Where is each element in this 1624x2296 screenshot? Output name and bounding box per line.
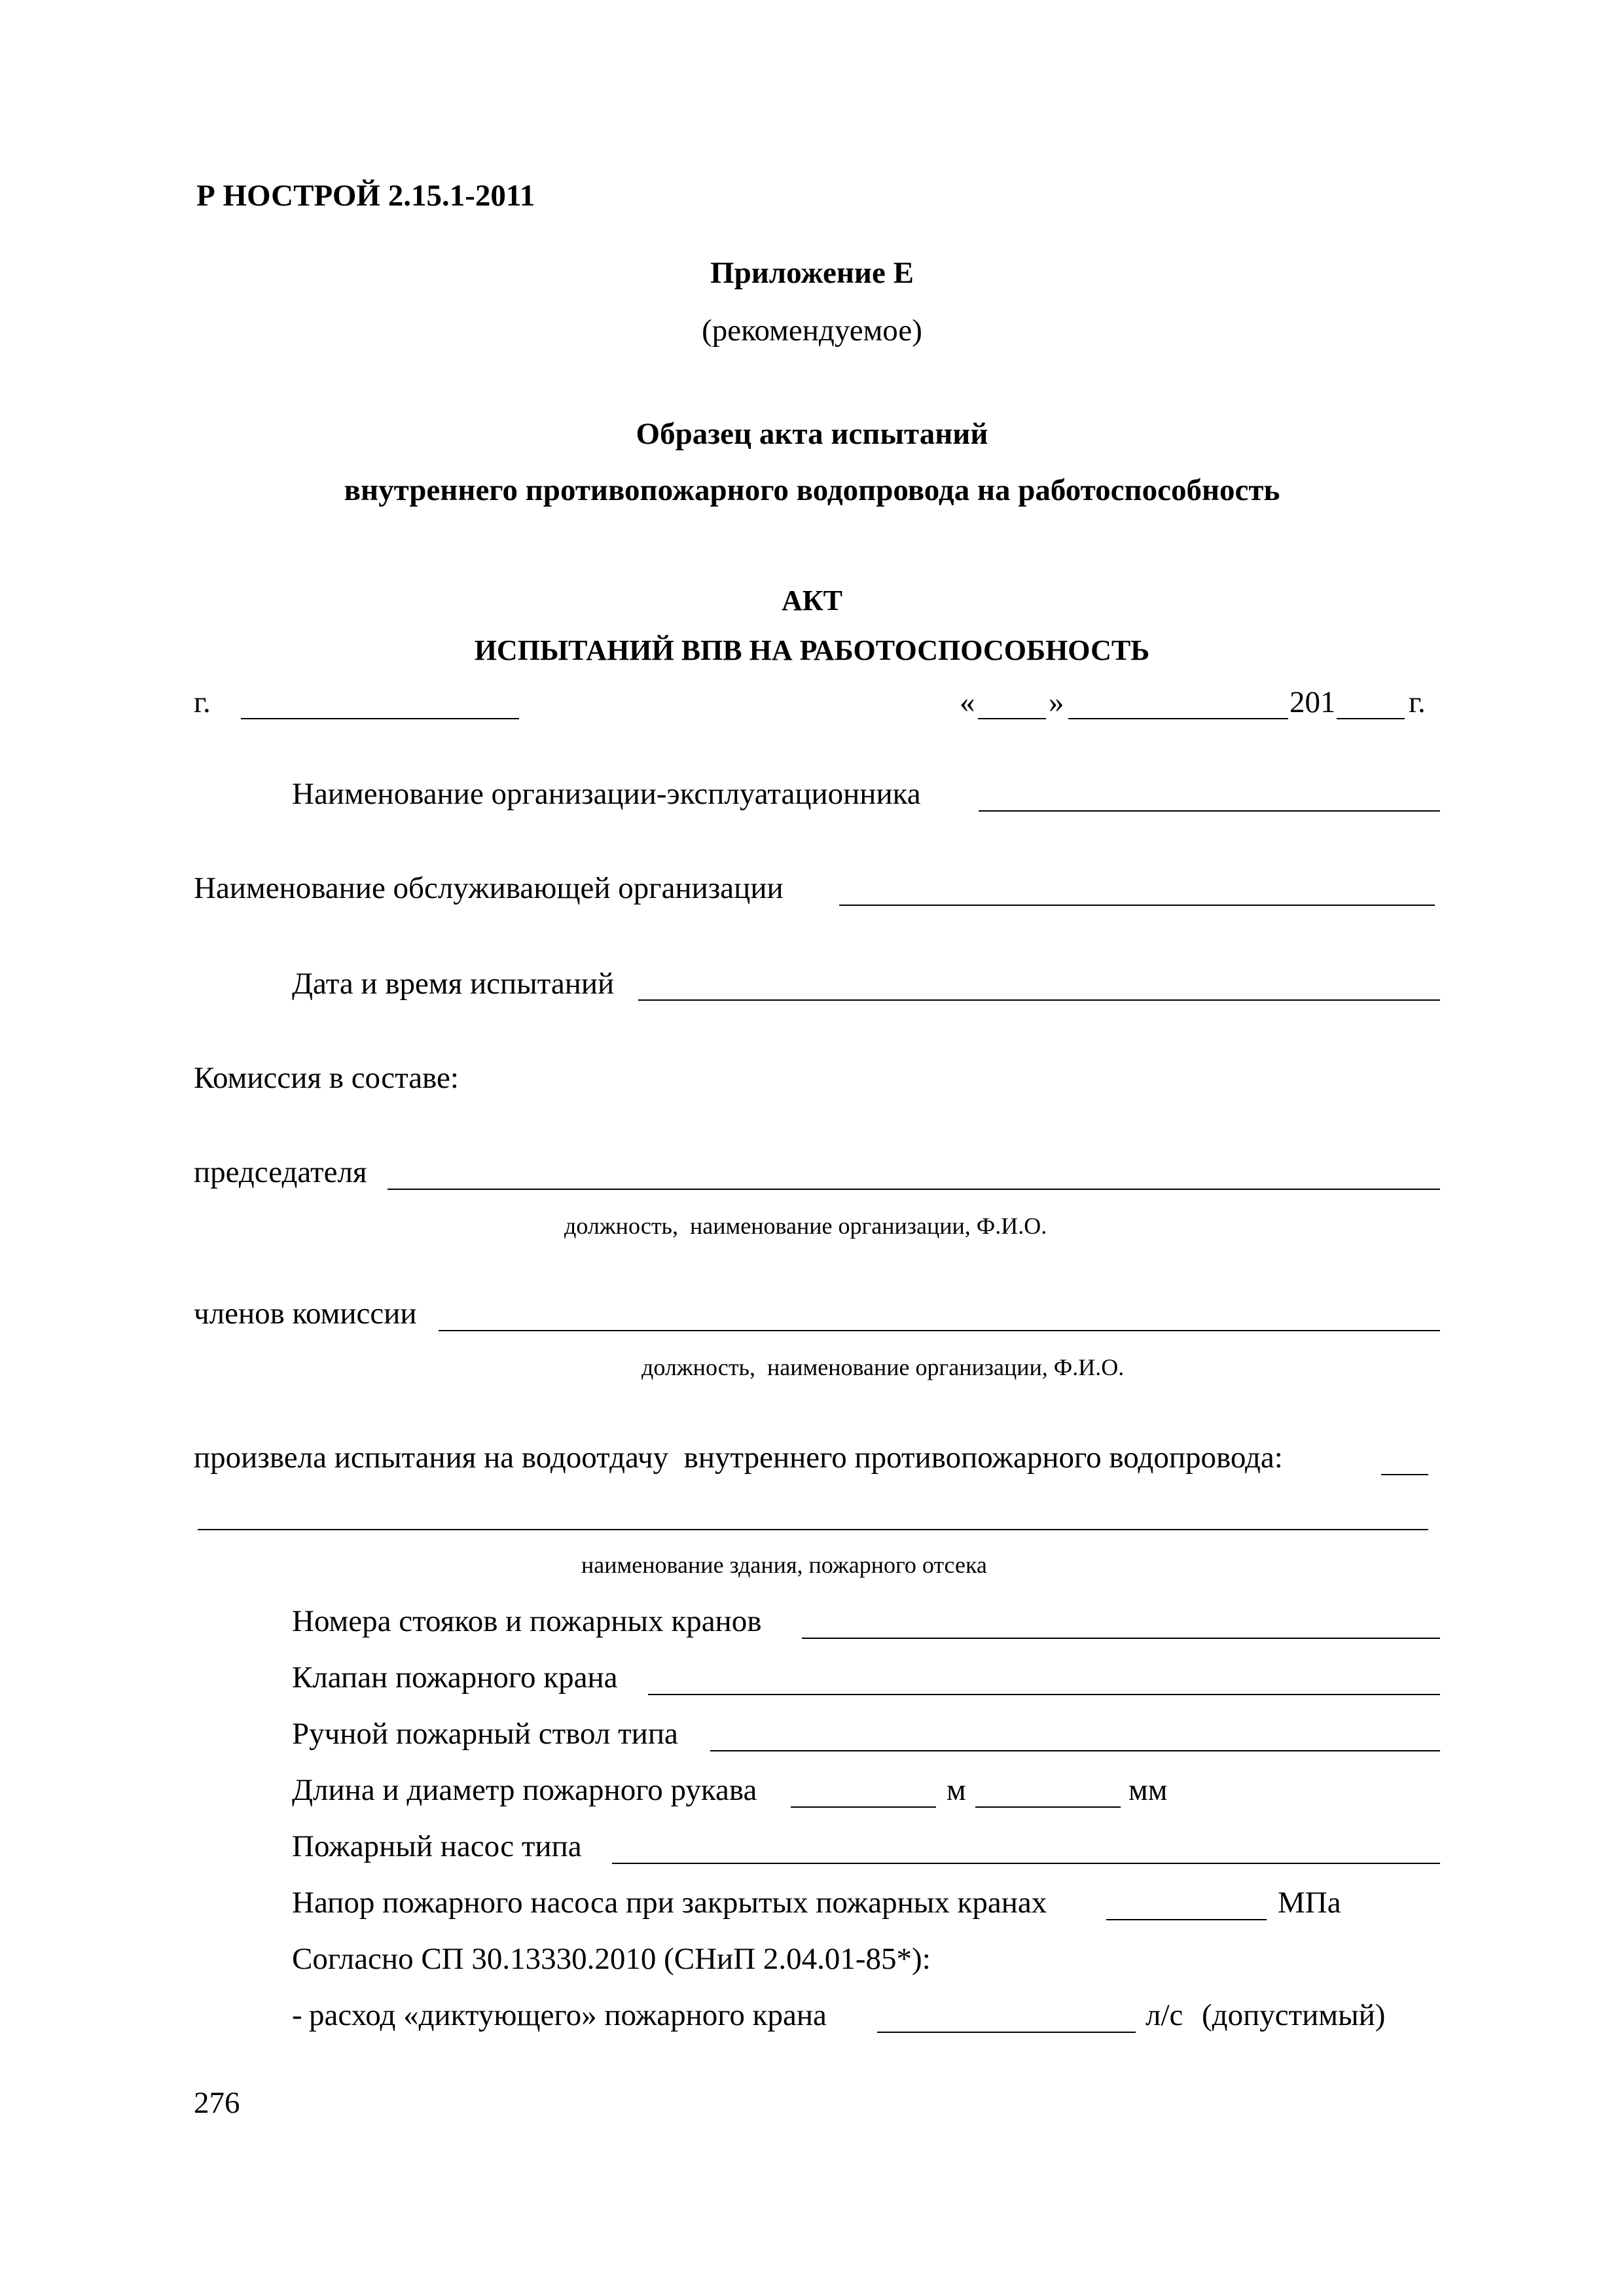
chairman-label: председателя xyxy=(194,1155,367,1189)
tests-label: произвела испытания на водоотдачу внутреннего противопожарного водопровода: xyxy=(194,1441,1283,1475)
chairman-caption: должность, наименование организации, Ф.И.О. xyxy=(564,1213,1047,1239)
chairman-blank xyxy=(388,1189,1440,1190)
pump-label: Пожарный насос типа xyxy=(292,1829,582,1863)
date-open-quote: « xyxy=(960,685,975,719)
pump-head-unit: МПа xyxy=(1278,1886,1341,1920)
page-number: 276 xyxy=(194,2086,240,2120)
commission-label: Комиссия в составе: xyxy=(194,1061,459,1095)
nozzle-blank xyxy=(710,1750,1440,1751)
risers-label: Номера стояков и пожарных кранов xyxy=(292,1604,762,1638)
pump-blank xyxy=(612,1863,1440,1864)
act-title-line1: АКТ xyxy=(781,584,843,617)
appendix-title: Приложение Е xyxy=(710,256,914,290)
building-blank xyxy=(198,1529,1428,1530)
norm-reference: Согласно СП 30.13330.2010 (СНиП 2.04.01-85*): xyxy=(292,1942,931,1976)
date-year-prefix: 201 xyxy=(1290,685,1336,719)
flow-unit: л/с xyxy=(1146,1998,1183,2032)
appendix-note: (рекомендуемое) xyxy=(702,314,922,348)
risers-blank xyxy=(802,1638,1440,1639)
city-blank xyxy=(241,718,519,719)
flow-blank xyxy=(877,2032,1136,2033)
valve-label: Клапан пожарного крана xyxy=(292,1660,618,1695)
datetime-blank xyxy=(638,999,1440,1001)
flow-prefix: - xyxy=(292,1998,302,2032)
hose-diameter-blank xyxy=(975,1806,1121,1808)
hose-label: Длина и диаметр пожарного рукава xyxy=(292,1773,757,1807)
pump-head-blank xyxy=(1106,1919,1267,1920)
flow-note: (допустимый) xyxy=(1202,1998,1386,2032)
date-day-blank xyxy=(978,718,1046,719)
members-blank xyxy=(439,1330,1440,1331)
operator-org-label: Наименование организации-эксплуатационника xyxy=(292,777,921,811)
flow-label: расход «диктующего» пожарного крана xyxy=(309,1998,827,2032)
tests-blank-end xyxy=(1381,1474,1428,1475)
building-caption: наименование здания, пожарного отсека xyxy=(581,1552,987,1578)
nozzle-label: Ручной пожарный ствол типа xyxy=(292,1717,678,1751)
standard-code: Р НОСТРОЙ 2.15.1-2011 xyxy=(196,179,535,213)
date-close-quote: » xyxy=(1049,685,1064,719)
hose-diameter-unit: мм xyxy=(1128,1773,1168,1807)
date-year-blank xyxy=(1337,718,1405,719)
date-year-suffix: г. xyxy=(1409,685,1426,719)
operator-org-blank xyxy=(979,810,1440,812)
sample-title-line1: Образец акта испытаний xyxy=(636,417,988,451)
sample-title-line2: внутреннего противопожарного водопровода на работоспособность xyxy=(344,473,1280,507)
pump-head-label: Напор пожарного насоса при закрытых пожарных кранах xyxy=(292,1886,1047,1920)
hose-length-unit: м xyxy=(947,1773,966,1807)
valve-blank xyxy=(648,1694,1440,1695)
members-label: членов комиссии xyxy=(194,1297,417,1331)
hose-length-blank xyxy=(791,1806,936,1808)
datetime-label: Дата и время испытаний xyxy=(292,967,615,1001)
act-title-line2: ИСПЫТАНИЙ ВПВ НА РАБОТОСПОСОБНОСТЬ xyxy=(474,634,1150,666)
city-prefix: г. xyxy=(194,685,211,719)
service-org-label: Наименование обслуживающей организации xyxy=(194,871,784,905)
date-month-blank xyxy=(1068,718,1288,719)
members-caption: должность, наименование организации, Ф.И.О. xyxy=(641,1354,1125,1380)
service-org-blank xyxy=(839,905,1435,906)
